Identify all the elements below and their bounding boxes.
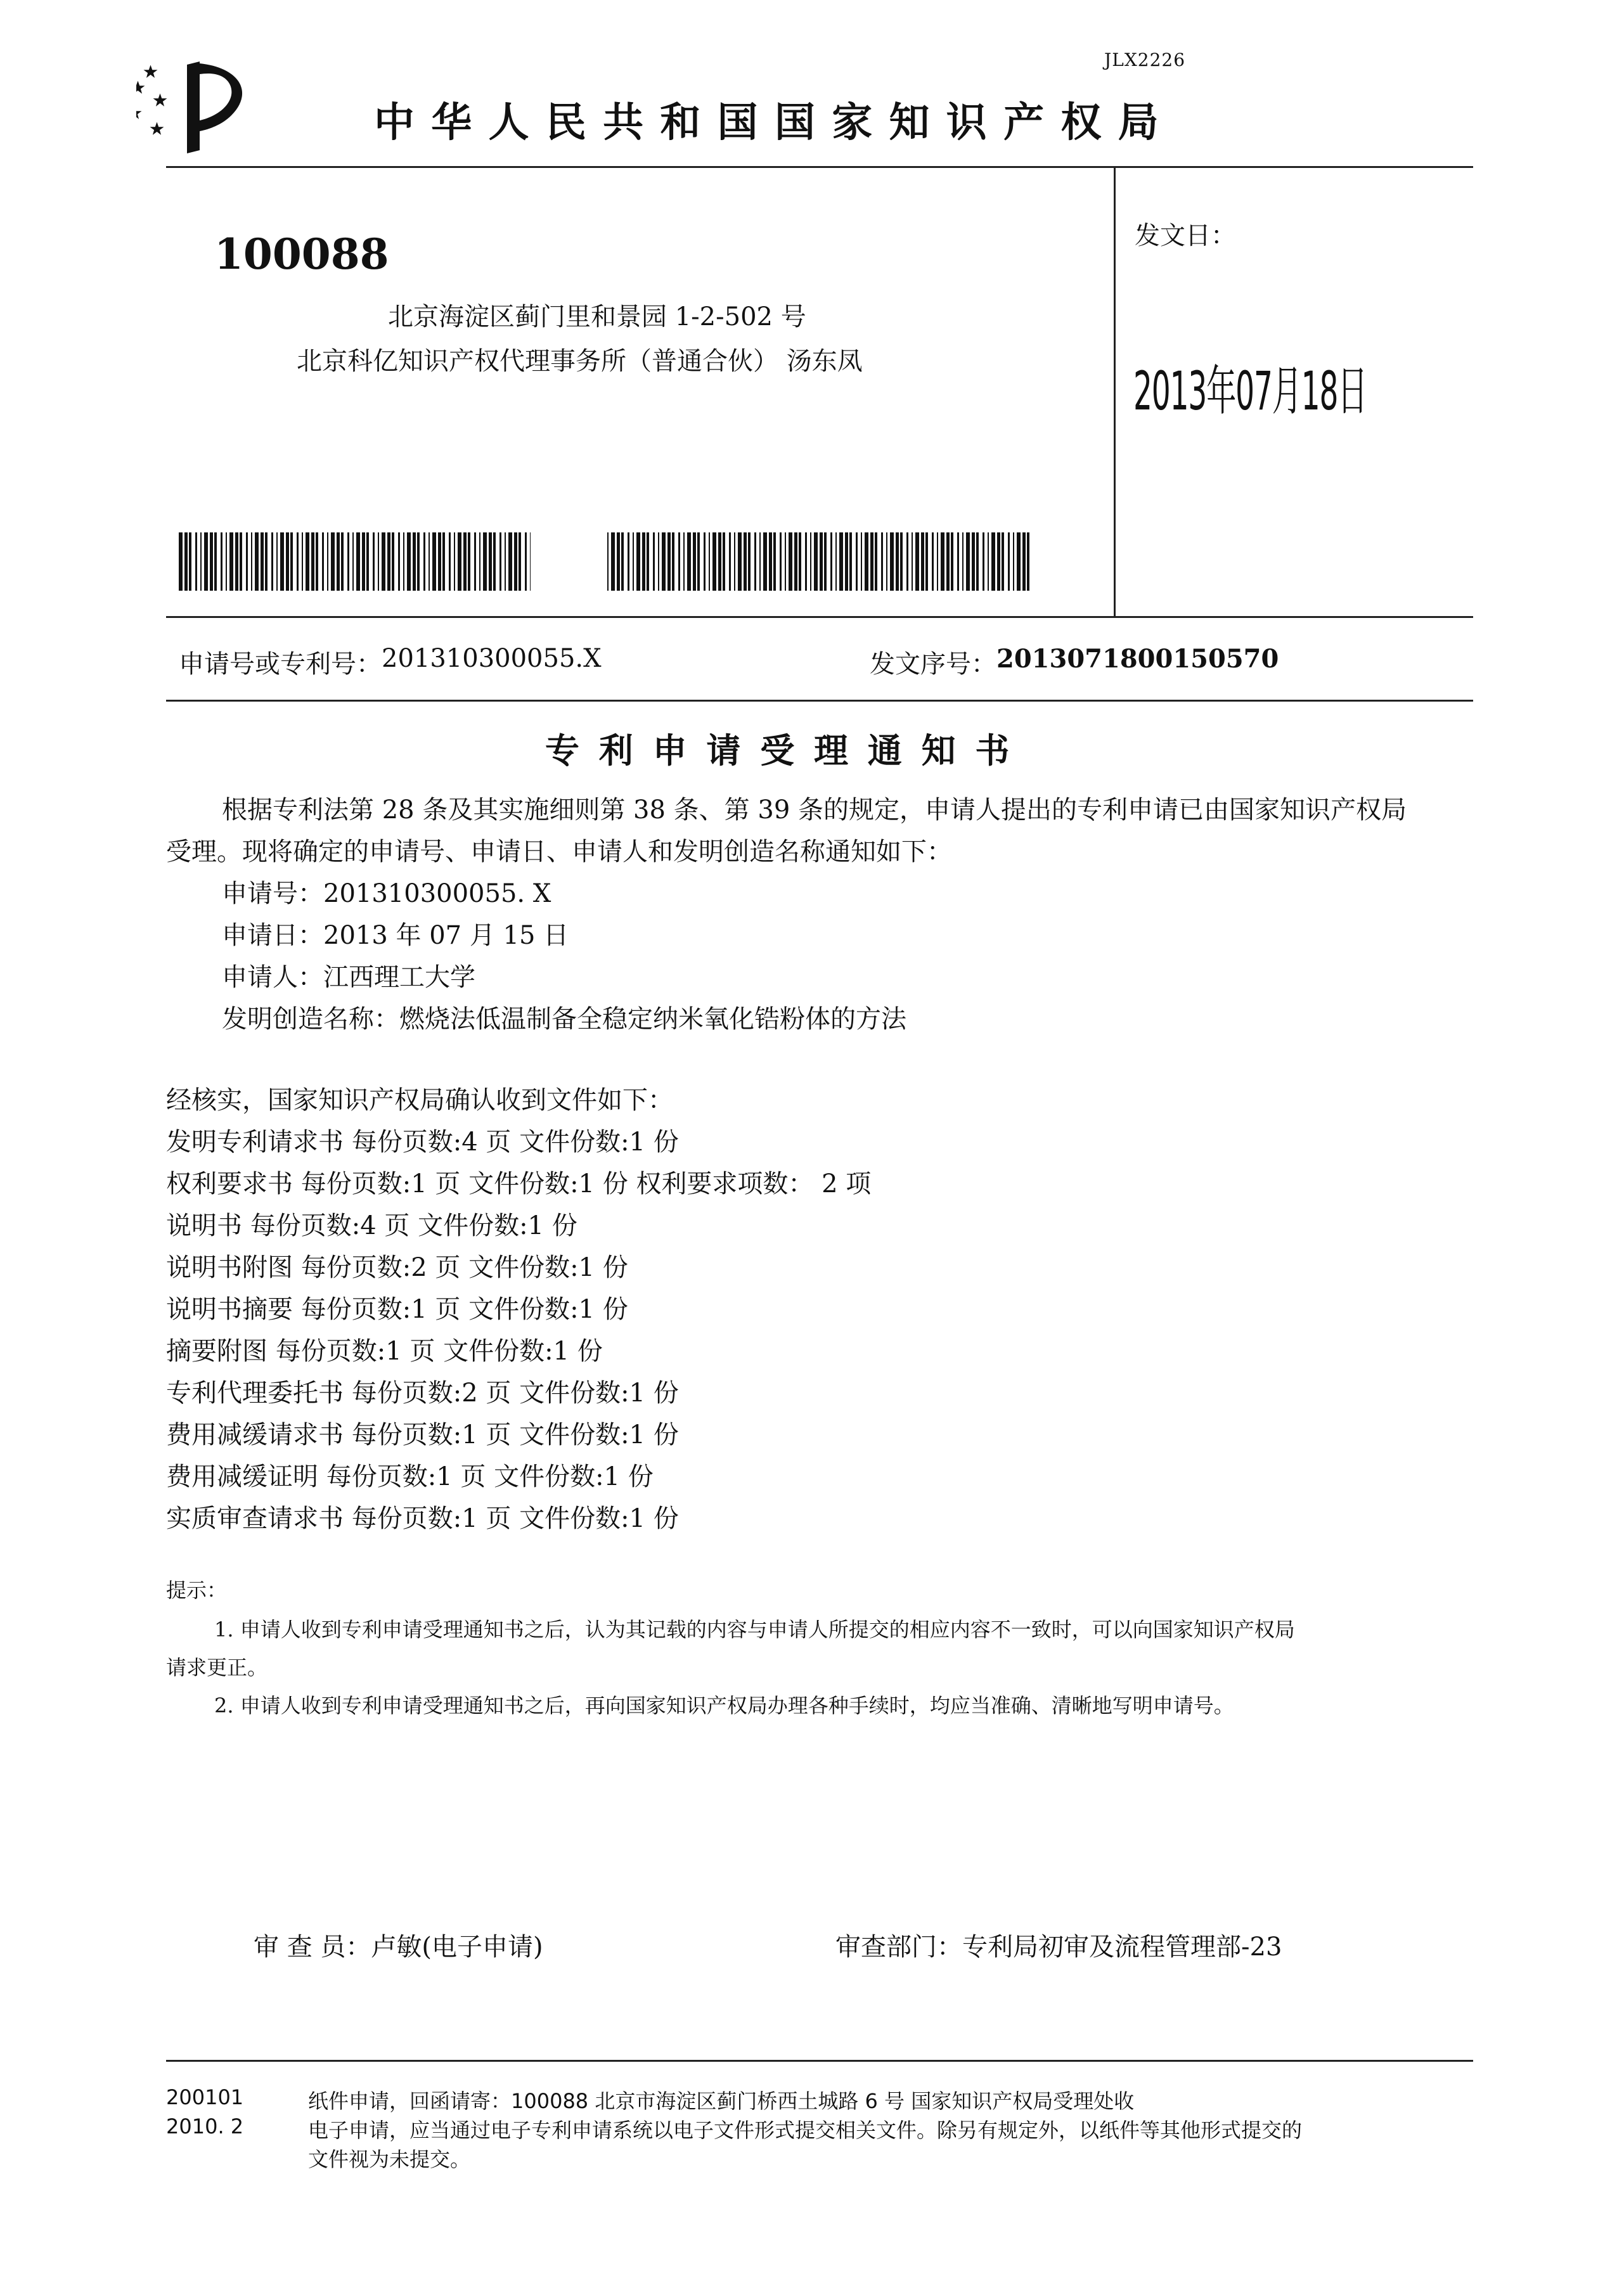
notice-intro-line-1: 根据专利法第 28 条及其实施细则第 38 条、第 39 条的规定，申请人提出的专利申请已由国家知识产权局	[222, 795, 1407, 825]
tips-heading: 提示：	[166, 1578, 228, 1602]
received-item: 实质审查请求书 每份页数:1 页 文件份数:1 份	[166, 1504, 679, 1533]
notice-intro-line-2: 受理。现将确定的申请号、申请日、申请人和发明创造名称通知如下：	[166, 837, 952, 866]
barcode-icon	[607, 532, 1033, 591]
notice-field-filing-date: 申请日：2013 年 07 月 15 日	[222, 921, 569, 950]
received-item: 费用减缓证明 每份页数:1 页 文件份数:1 份	[166, 1462, 654, 1491]
notice-field-applicant: 申请人：江西理工大学	[222, 963, 475, 992]
issue-date: 2013年07月18日	[1133, 360, 1367, 422]
received-item: 说明书摘要 每份页数:1 页 文件份数:1 份	[166, 1295, 628, 1324]
received-item: 摘要附图 每份页数:1 页 文件份数:1 份	[166, 1337, 603, 1366]
footer-rule	[166, 2060, 1473, 2062]
notice-field-application-number: 申请号：201310300055. X	[222, 879, 551, 908]
received-item: 说明书附图 每份页数:2 页 文件份数:1 份	[166, 1253, 628, 1282]
examiner: 审 查 员：卢敏(电子申请)	[254, 1932, 543, 1962]
footer-text-1: 纸件申请，回函请寄：100088 北京市海淀区蓟门桥西土城路 6 号 国家知识产权局受理处收	[308, 2089, 1135, 2113]
received-item: 专利代理委托书 每份页数:2 页 文件份数:1 份	[166, 1379, 679, 1408]
header-divider	[1114, 166, 1116, 617]
header-top-rule	[166, 166, 1473, 168]
application-number-label: 申请号或专利号：	[179, 650, 382, 679]
cnipa-logo-icon	[136, 58, 263, 153]
received-item: 说明书 每份页数:4 页 文件份数:1 份	[166, 1211, 577, 1240]
tip-2: 2. 申请人收到专利申请受理通知书之后，再向国家知识产权局办理各种手续时，均应当准确、清晰地写明申请号。	[214, 1694, 1234, 1718]
ids-rule	[166, 700, 1473, 702]
received-item: 权利要求书 每份页数:1 页 文件份数:1 份 权利要求项数： 2 项	[166, 1169, 872, 1199]
application-number: 201310300055.X	[382, 644, 602, 673]
postcode: 100088	[214, 229, 389, 279]
received-heading: 经核实，国家知识产权局确认收到文件如下：	[166, 1086, 673, 1115]
examining-department: 审查部门：专利局初审及流程管理部-23	[835, 1932, 1282, 1962]
form-code: JLX2226	[1104, 49, 1186, 70]
tip-1-line-1: 1. 申请人收到专利申请受理通知书之后，认为其记载的内容与申请人所提交的相应内容不一致时，可以向国家知识产权局	[214, 1617, 1295, 1642]
received-item: 发明专利请求书 每份页数:4 页 文件份数:1 份	[166, 1128, 679, 1157]
office-title: 中 华 人 民 共 和 国 国 家 知 识 产 权 局	[374, 100, 1160, 146]
footer-text-2: 电子申请，应当通过电子专利申请系统以电子文件形式提交相关文件。除另有规定外，以纸件等其他形式提交的	[308, 2118, 1303, 2142]
header-bottom-rule	[166, 616, 1473, 618]
address-agency: 北京科亿知识产权代理事务所（普通合伙） 汤东凤	[297, 347, 863, 376]
notice-title: 专 利 申 请 受 理 通 知 书	[545, 731, 1014, 771]
serial-number: 2013071800150570	[996, 644, 1279, 674]
issue-date-label: 发文日：	[1135, 221, 1236, 250]
footer-code-1: 200101	[166, 2085, 244, 2109]
serial-number-label: 发文序号：	[870, 650, 996, 679]
tip-1-line-2: 请求更正。	[166, 1656, 268, 1680]
footer-code-2: 2010. 2	[166, 2114, 244, 2138]
address-street: 北京海淀区蓟门里和景园 1-2-502 号	[388, 302, 806, 331]
barcode-icon	[179, 532, 531, 591]
footer-text-3: 文件视为未提交。	[308, 2147, 471, 2171]
received-item: 费用减缓请求书 每份页数:1 页 文件份数:1 份	[166, 1420, 679, 1450]
notice-field-invention-title: 发明创造名称：燃烧法低温制备全稳定纳米氧化锆粉体的方法	[222, 1005, 906, 1034]
